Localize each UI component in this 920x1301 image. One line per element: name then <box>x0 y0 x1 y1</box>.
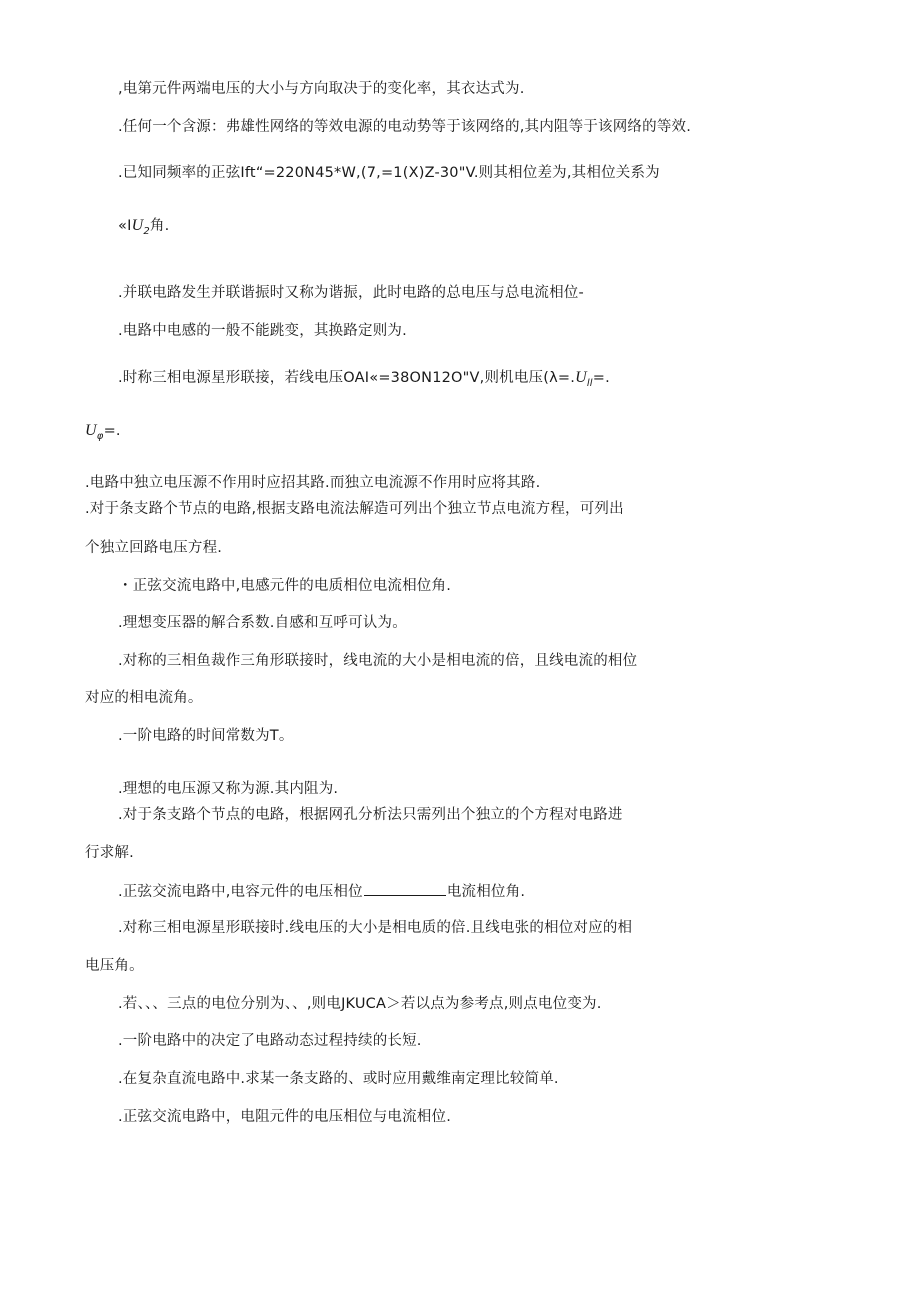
question-line-10: .理想变压器的解合系数.自感和互呼可认为。 <box>118 615 407 631</box>
question-line-1: ,电第元件两端电压的大小与方向取决于的变化率，其衣达式为. <box>118 81 525 97</box>
question-line-11-cont: 对应的相电流角。 <box>85 690 203 706</box>
question-line-18: .一阶电路中的决定了电路动态过程持续的长短. <box>118 1033 422 1049</box>
question-line-6-cont: $U_\varphi=$. <box>85 422 121 442</box>
question-line-9: ・正弦交流电路中,电感元件的电质相位电流相位角. <box>118 578 452 594</box>
question-line-19: .在复杂直流电路中.求某一条支路的、或时应用戴维南定理比较简单. <box>118 1071 559 1087</box>
question-line-15: .正弦交流电路中,电容元件的电压相位 电流相位角. <box>118 884 526 900</box>
question-line-5: .电路中电感的一般不能跳变，其换路定则为. <box>118 323 407 339</box>
question-line-2: .任何一个含源：弗雄性网络的等效电源的电动势等于该网络的,其内阻等于该网络的等效. <box>118 119 692 135</box>
question-line-4: .并联电路发生并联谐振时又称为谐振，此时电路的总电压与总电流相位- <box>118 285 584 301</box>
question-line-3: .已知同频率的正弦Ift“=220N45*W,(7,=1(X)Z-30"V.则其相位差为,其相位关系为 <box>118 165 660 181</box>
question-line-11: .对称的三相鱼裁作三角形联接时，线电流的大小是相电流的倍，且线电流的相位 <box>118 653 638 669</box>
question-line-3-cont: «$IU_2$角. <box>118 217 170 237</box>
question-line-14: .对于条支路个节点的电路，根据网孔分析法只需列出个独立的个方程对电路进 <box>118 807 623 823</box>
question-line-20: .正弦交流电路中，电阻元件的电压相位与电流相位. <box>118 1109 452 1125</box>
question-line-16: .对称三相电源星形联接时.线电压的大小是相电质的倍.且线电张的相位对应的相 <box>118 920 633 936</box>
question-line-14-cont: 行求解. <box>85 845 134 861</box>
question-line-12: .一阶电路的时间常数为T。 <box>118 728 294 744</box>
answer-blank <box>364 882 446 896</box>
question-line-8: .对于条支路个节点的电路,根据支路电流法解造可列出个独立节点电流方程，可列出 <box>85 501 624 517</box>
question-line-17: .若、、、三点的电位分别为、、,则电JKUCA＞若以点为参考点,则点电位变为. <box>118 996 602 1012</box>
question-line-13: .理想的电压源又称为源.其内阻为. <box>118 781 339 797</box>
question-line-8-cont: 个独立回路电压方程. <box>85 540 223 556</box>
question-line-16-cont: 电压角。 <box>85 958 144 974</box>
question-line-7: .电路中独立电压源不作用时应招其路.而独立电流源不作用时应将其路. <box>85 475 541 491</box>
question-line-6: .时称三相电源星形联接，若线电压OAI«=38ON12O"V,则机电压($\lambda=.U_{ll}=$. <box>118 369 610 389</box>
